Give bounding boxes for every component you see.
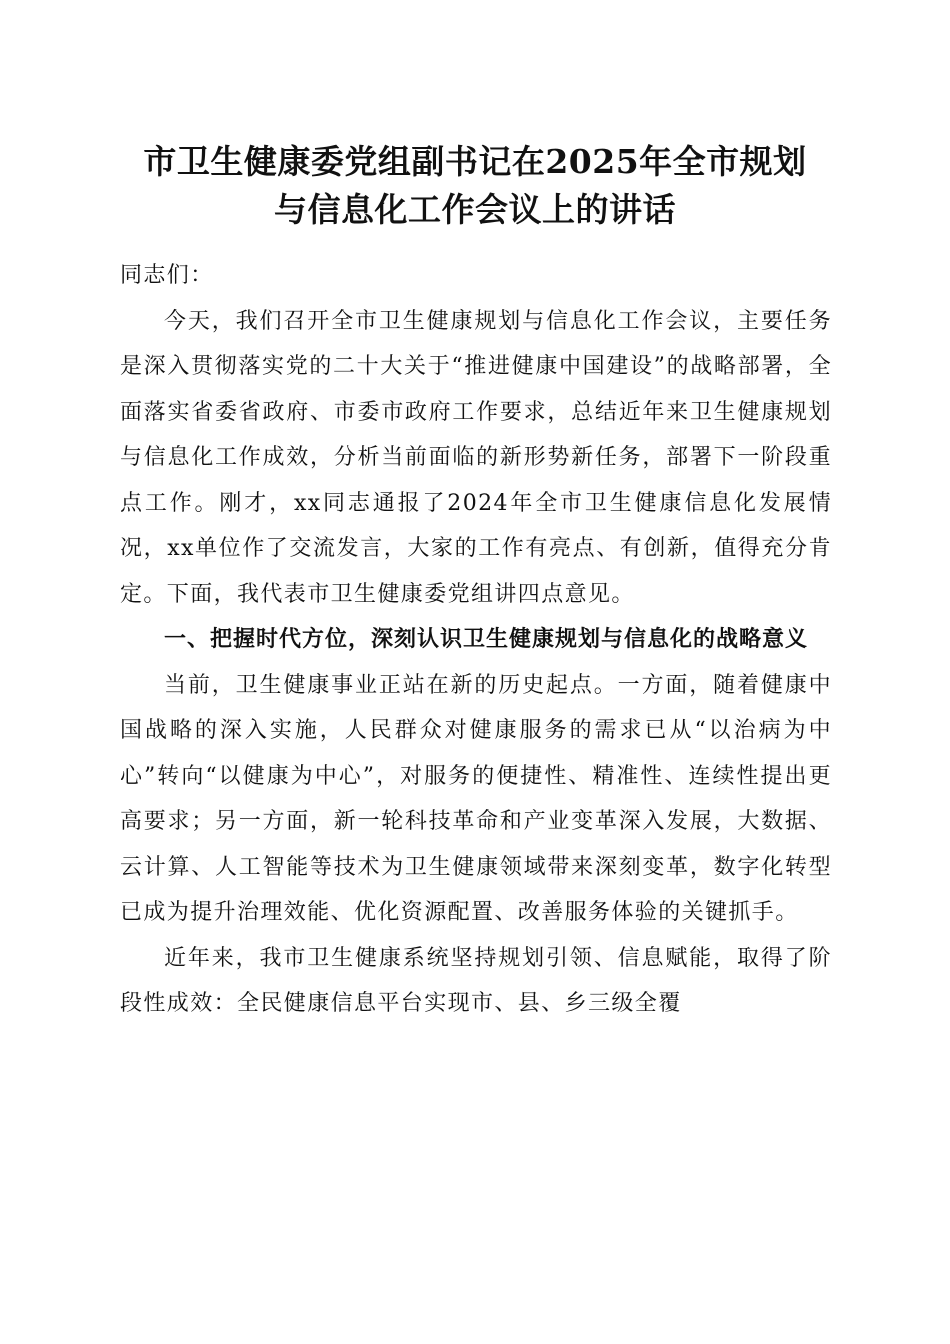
- salutation: 同志们：: [120, 263, 214, 288]
- document-body: [120, 253, 832, 1027]
- title-line-1: 市卫生健康委党组副书记在2025年全市规划: [143, 142, 807, 181]
- paragraph-recent-years: 近年来，我市卫生健康系统坚持规划引领、信息赋能，取得了阶段性成效：全民健康信息平台实现市、县、乡三级全覆: [120, 945, 832, 1016]
- paragraph-intro: 今天，我们召开全市卫生健康规划与信息化工作会议，主要任务是深入贯彻落实党的二十大关于“推进健康中国建设”的战略部署，全面落实省委省政府、市委市政府工作要求，总结近年来卫生健康规划与信息化工作成效，分析当前面临的新形势新任务，部署下一阶段重点工作。刚才，xx同志通报了2024年全市卫生健康信息化发展情况，xx单位作了交流发言，大家的工作有亮点、有创新，值得充分肯定。下面，我代表市卫生健康委党组讲四点意见。: [120, 308, 832, 607]
- title-line-2: 与信息化工作会议上的讲话: [274, 190, 676, 229]
- section-heading-1: 一、把握时代方位，深刻认识卫生健康规划与信息化的战略意义: [164, 627, 809, 652]
- paragraph-current-situation: 当前，卫生健康事业正站在新的历史起点。一方面，随着健康中国战略的深入实施，人民群众对健康服务的需求已从“以治病为中心”转向“以健康为中心”，对服务的便捷性、精准性、连续性提出更高要求；另一方面，新一轮科技革命和产业变革深入发展，大数据、云计算、人工智能等技术为卫生健康领域带来深刻变革，数字化转型已成为提升治理效能、优化资源配置、改善服务体验的关键抓手。: [120, 672, 832, 925]
- document-title: [100, 138, 850, 234]
